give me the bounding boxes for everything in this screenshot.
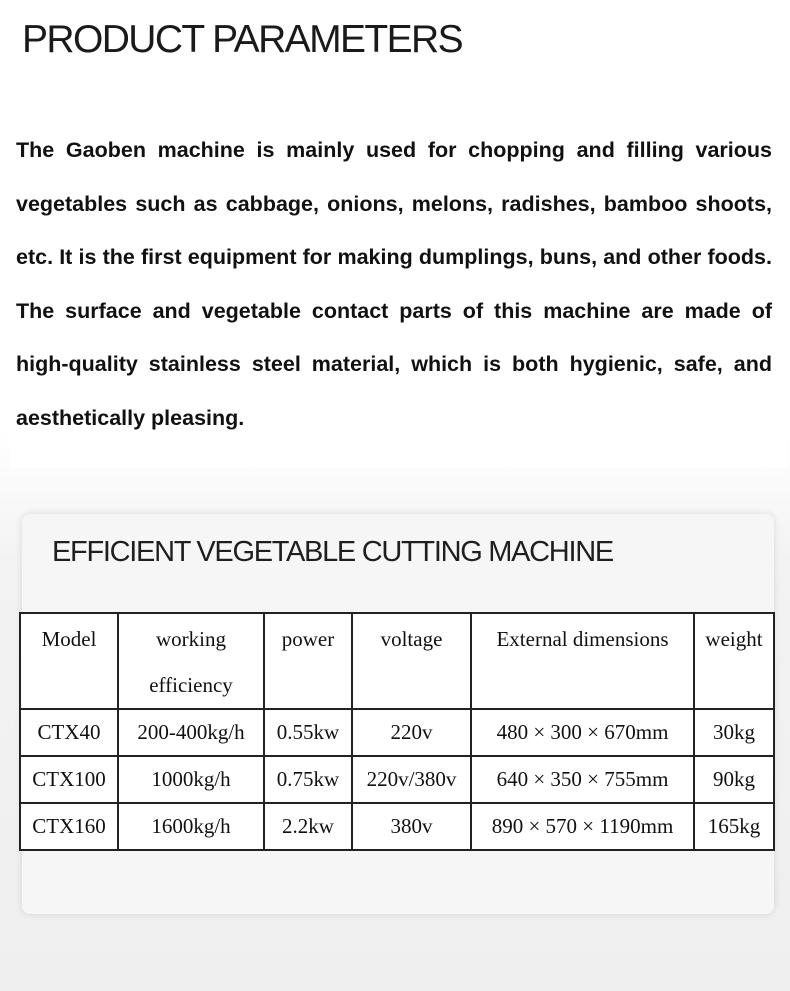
cell-weight: 90kg <box>694 756 774 803</box>
page-title: PRODUCT PARAMETERS <box>22 18 462 61</box>
table-header-row <box>20 613 774 709</box>
cell-weight: 30kg <box>694 709 774 756</box>
cell-working-efficiency: 1000kg/h <box>118 756 264 803</box>
intro-paragraph: The Gaoben machine is mainly used for chopping and filling various vegetables such as cabbage, onions, melons, radishes, bamboo shoots, etc. It is the first equipment for making dumplings, buns, and other foods. The surface and vegetable contact parts of this machine are made of high-quality stainless steel material, which is both hygienic, safe, and aesthetically pleasing. <box>16 138 772 430</box>
cell-working-efficiency: 1600kg/h <box>118 803 264 850</box>
column-header-voltage: voltage <box>352 613 471 709</box>
spec-table <box>19 612 775 851</box>
spec-heading: EFFICIENT VEGETABLE CUTTING MACHINE <box>52 536 613 568</box>
column-header-model: Model <box>20 613 118 709</box>
table-row <box>20 803 774 850</box>
cell-weight: 165kg <box>694 803 774 850</box>
cell-external-dimensions: 640 × 350 × 755mm <box>471 756 694 803</box>
column-header-power: power <box>264 613 352 709</box>
cell-power: 0.75kw <box>264 756 352 803</box>
column-header-external-dimensions: External dimensions <box>471 613 694 709</box>
column-header-weight: weight <box>694 613 774 709</box>
cell-power: 2.2kw <box>264 803 352 850</box>
cell-model: CTX100 <box>20 756 118 803</box>
intro-panel <box>10 100 788 468</box>
cell-voltage: 220v <box>352 709 471 756</box>
cell-working-efficiency: 200-400kg/h <box>118 709 264 756</box>
cell-external-dimensions: 890 × 570 × 1190mm <box>471 803 694 850</box>
cell-model: CTX40 <box>20 709 118 756</box>
column-header-working-efficiency: working efficiency <box>118 613 264 709</box>
table-row <box>20 756 774 803</box>
cell-voltage: 220v/380v <box>352 756 471 803</box>
table-row <box>20 709 774 756</box>
cell-model: CTX160 <box>20 803 118 850</box>
cell-power: 0.55kw <box>264 709 352 756</box>
cell-external-dimensions: 480 × 300 × 670mm <box>471 709 694 756</box>
cell-voltage: 380v <box>352 803 471 850</box>
